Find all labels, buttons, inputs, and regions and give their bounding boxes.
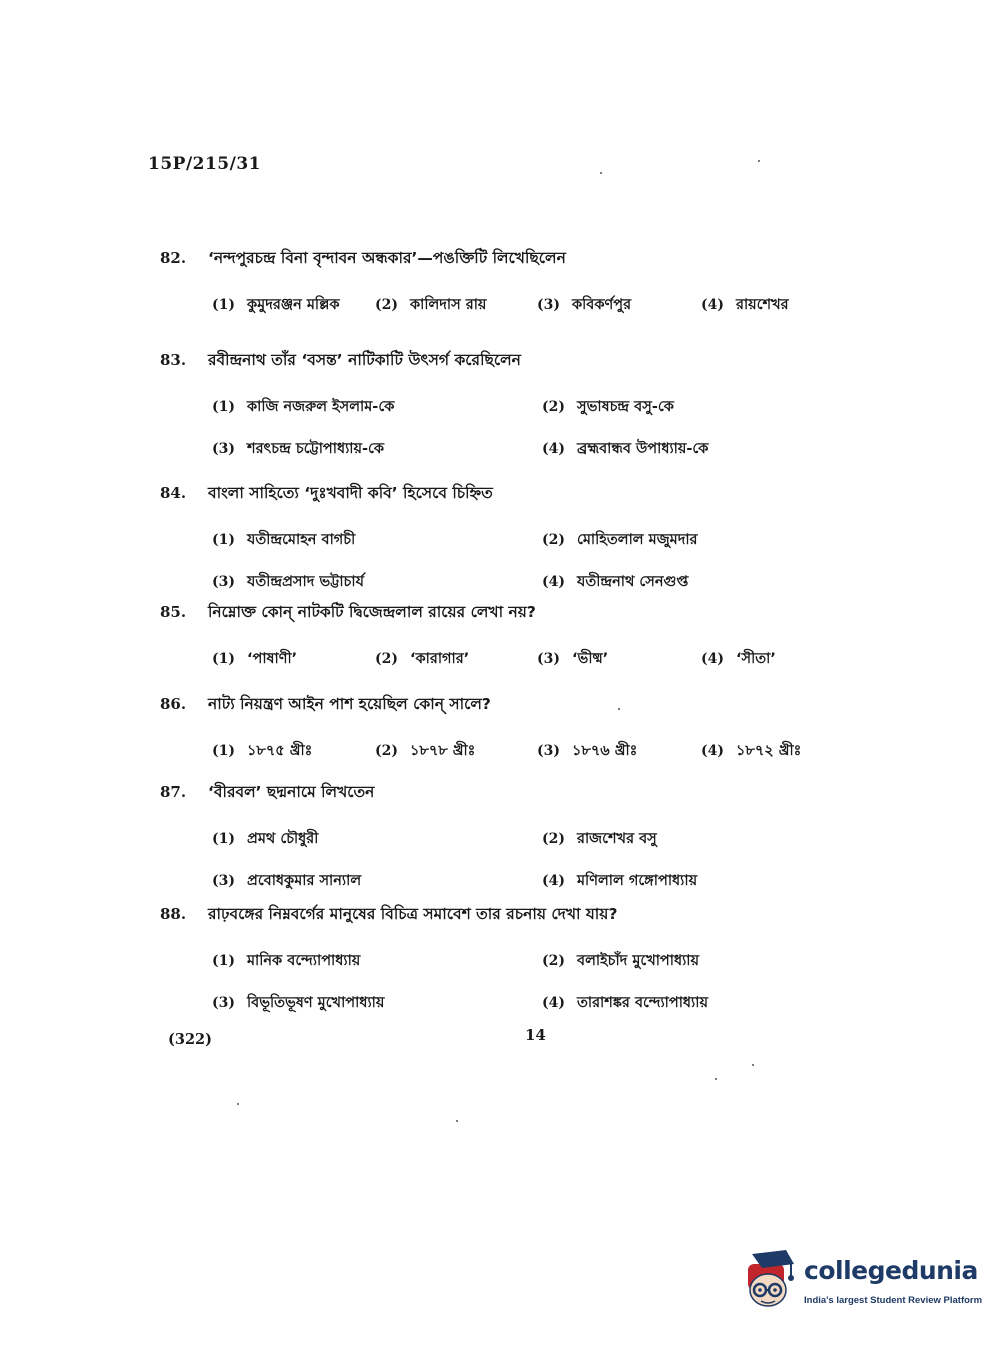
question-number: 83. [160, 351, 187, 369]
option-3: (3) প্রবোধকুমার সান্যাল [212, 873, 362, 889]
question-text: ‘নন্দপুরচন্দ্র বিনা বৃন্দাবন অন্ধকার’—পঙক্তিটি লিখেছিলেন [208, 249, 566, 267]
option-1: (1) কুমুদরঞ্জন মল্লিক [212, 297, 340, 313]
option-1: (1) মানিক বন্দ্যোপাধ্যায় [212, 953, 361, 969]
option-2: (2) ‘কারাগার’ [375, 651, 470, 667]
question-number: 88. [160, 905, 187, 923]
option-4: (4) ব্রহ্মবান্ধব উপাধ্যায়-কে [542, 441, 709, 457]
question-text: রবীন্দ্রনাথ তাঁর ‘বসন্ত’ নাটিকাটি উৎসর্গ করেছিলেন [208, 351, 521, 369]
paper-code: 15P/215/31 [148, 154, 262, 174]
option-1: (1) যতীন্দ্রমোহন বাগচী [212, 532, 356, 548]
option-3: (3) ১৮৭৬ খ্রীঃ [537, 743, 638, 759]
mascot-icon [742, 1250, 802, 1314]
question-text: বাংলা সাহিত্যে ‘দুঃখবাদী কবি’ হিসেবে চিহ্নিত [208, 484, 493, 502]
collegedunia-logo [742, 1248, 983, 1318]
question-82 [160, 246, 860, 318]
question-number: 82. [160, 249, 187, 267]
option-2: (2) মোহিতলাল মজুমদার [542, 532, 698, 548]
option-2: (2) রাজশেখর বসু [542, 831, 657, 847]
scan-speck [456, 1120, 458, 1122]
option-1: (1) ‘পাষাণী’ [212, 651, 298, 667]
scan-speck [618, 708, 620, 710]
option-3: (3) কবিকর্ণপুর [537, 297, 632, 313]
option-3: (3) বিভূতিভূষণ মুখোপাধ্যায় [212, 995, 385, 1011]
option-3: (3) যতীন্দ্রপ্রসাদ ভট্টাচার্য [212, 574, 364, 590]
question-text: নাট্য নিয়ন্ত্রণ আইন পাশ হয়েছিল কোন্ সালে? [208, 695, 491, 713]
question-text: নিম্নোক্ত কোন্ নাটকটি দ্বিজেন্দ্রলাল রায়ের লেখা নয়? [208, 603, 536, 621]
question-88 [160, 902, 860, 1016]
option-4: (4) মণিলাল গঙ্গোপাধ্যায় [542, 873, 698, 889]
option-4: (4) তারাশঙ্কর বন্দ্যোপাধ্যায় [542, 995, 709, 1011]
option-1: (1) ১৮৭৫ খ্রীঃ [212, 743, 313, 759]
question-86 [160, 692, 860, 764]
scan-speck [752, 1064, 754, 1066]
question-87 [160, 780, 860, 894]
option-3: (3) ‘ভীষ্ম’ [537, 651, 609, 667]
question-85 [160, 600, 860, 672]
scan-speck [715, 1078, 717, 1080]
options [212, 396, 860, 462]
question-text: রাঢ়বঙ্গের নিম্নবর্গের মানুষের বিচিত্র সমাবেশ তার রচনায় দেখা যায়? [208, 905, 618, 923]
question-83 [160, 348, 860, 462]
option-4: (4) ‘সীতা’ [701, 651, 776, 667]
options [212, 950, 860, 1016]
question-text: ‘বীরবল’ ছদ্মনামে লিখতেন [208, 783, 375, 801]
option-3: (3) শরৎচন্দ্র চট্টোপাধ্যায়-কে [212, 441, 385, 457]
question-number: 84. [160, 484, 187, 502]
options [212, 294, 860, 318]
logo-wordmark: collegedunia [804, 1256, 978, 1285]
option-2: (2) ১৮৭৮ খ্রীঃ [375, 743, 476, 759]
option-2: (2) বলাইচাঁদ মুখোপাধ্যায় [542, 953, 700, 969]
question-number: 87. [160, 783, 187, 801]
page-number: 14 [525, 1026, 546, 1044]
options [212, 648, 860, 672]
question-number: 85. [160, 603, 187, 621]
options [212, 529, 860, 595]
option-4: (4) ১৮৭২ খ্রীঃ [701, 743, 802, 759]
option-2: (2) কালিদাস রায় [375, 297, 487, 313]
question-number: 86. [160, 695, 187, 713]
option-4: (4) রায়শেখর [701, 297, 789, 313]
options [212, 740, 860, 764]
scan-speck [237, 1103, 239, 1105]
options [212, 828, 860, 894]
scan-speck [758, 160, 760, 162]
scan-speck [600, 172, 602, 174]
question-84 [160, 481, 860, 595]
option-4: (4) যতীন্দ্রনাথ সেনগুপ্ত [542, 574, 689, 590]
option-2: (2) সুভাষচন্দ্র বসু-কে [542, 399, 674, 415]
option-1: (1) কাজি নজরুল ইসলাম-কে [212, 399, 395, 415]
logo-tagline: India's largest Student Review Platform [804, 1295, 983, 1306]
footer-code: (322) [168, 1031, 212, 1048]
option-1: (1) প্রমথ চৌধুরী [212, 831, 319, 847]
